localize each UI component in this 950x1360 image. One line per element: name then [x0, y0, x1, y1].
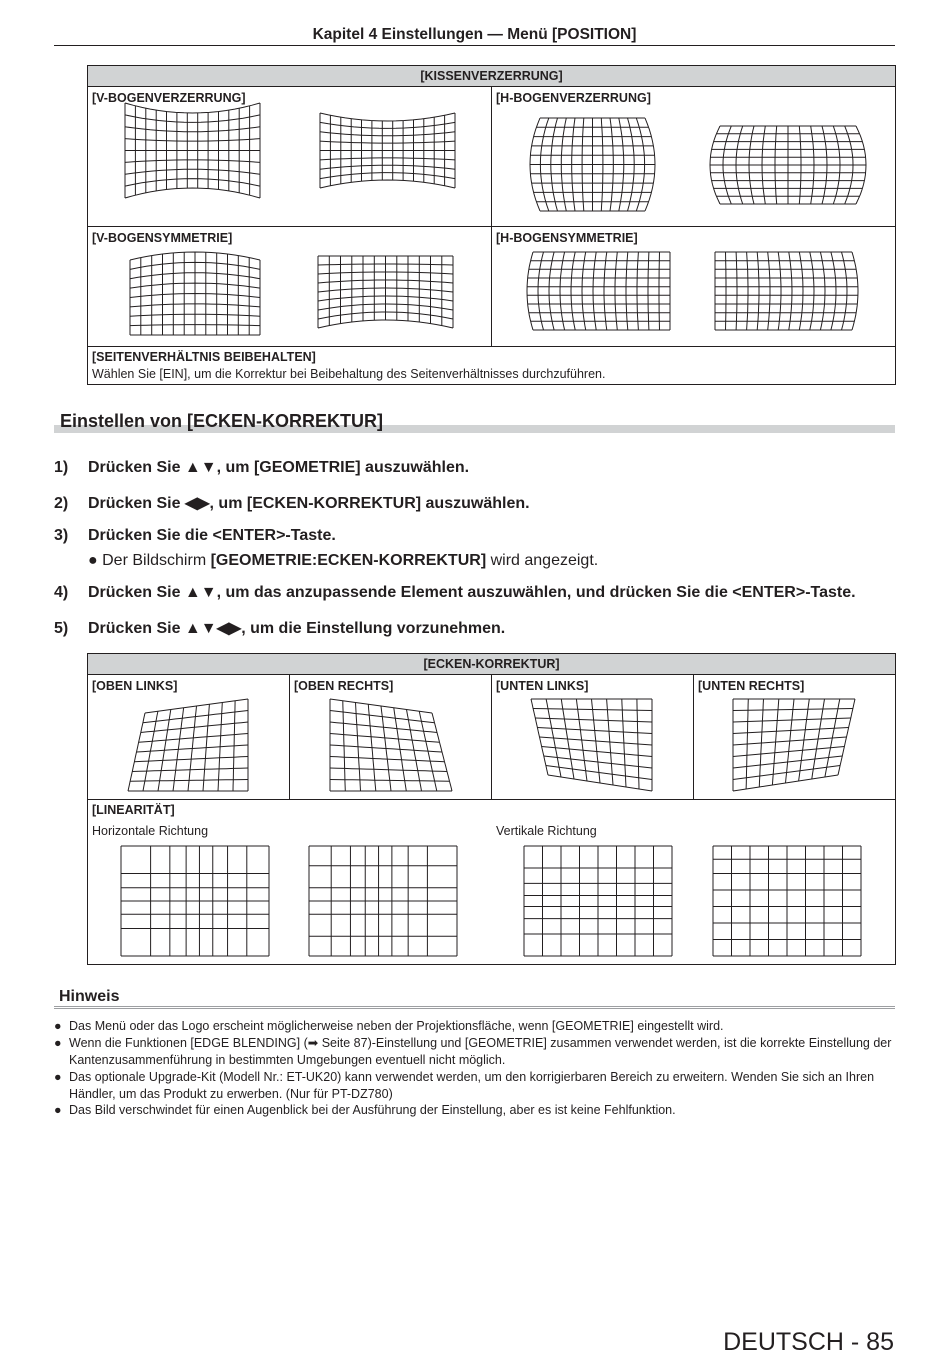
vertikal-label: Vertikale Richtung: [496, 824, 597, 838]
hinweis-rule: [54, 1006, 895, 1009]
seiten-title: [SEITENVERHÄLTNIS BEIBEHALTEN]: [92, 350, 316, 364]
ecken-table-title: [ECKEN-KORREKTUR]: [88, 654, 895, 675]
oben-links-grid: [128, 699, 248, 791]
linearitaet-label: [LINEARITÄT]: [92, 803, 175, 817]
step-4: 4) Drücken Sie ▲▼, um das anzupassende Element auszuwählen, und drücken Sie die <ENTER>-Taste.: [54, 584, 856, 601]
h-symm-label: [H-BOGENSYMMETRIE]: [496, 231, 638, 245]
h-bogen-label: [H-BOGENVERZERRUNG]: [496, 91, 651, 105]
step-1: 1) Drücken Sie ▲▼, um [GEOMETRIE] auszuwählen.: [54, 459, 470, 476]
unten-links-label: [UNTEN LINKS]: [496, 679, 589, 693]
linearitaet-v-grid-1: [524, 846, 672, 956]
hinweis-title: Hinweis: [59, 988, 120, 1005]
note-2: ● Wenn die Funktionen [EDGE BLENDING] (➡ Seite 87)-Einstellung und [GEOMETRIE] zusammen verwendet werden, ist die korrekte Einstellung der Kantenzusammenführung in bestimmten Umgebungen eventuell nicht möglich.: [54, 1036, 892, 1067]
oben-links-label: [OBEN LINKS]: [92, 679, 178, 693]
step-3-substep: ● Der Bildschirm [GEOMETRIE:ECKEN-KORREKTUR] wird angezeigt.: [88, 552, 599, 569]
linearitaet-h-grid-1: [121, 846, 269, 956]
section-title: Einstellen von [ECKEN-KORREKTUR]: [60, 411, 384, 431]
v-bogen-label: [V-BOGENVERZERRUNG]: [92, 91, 246, 105]
note-3: ● Das optionale Upgrade-Kit (Modell Nr.: ET-UK20) kann verwendet werden, um den korrigierbaren Bereich zu erweitern. Wenden Sie sich an Ihren Händler, um das Produkt zu erwerben. (Nur für PT-DZ780): [54, 1070, 875, 1101]
unten-links-grid: [531, 699, 652, 791]
step-5: 5) Drücken Sie ▲▼◀▶, um die Einstellung vorzunehmen.: [54, 620, 506, 637]
oben-rechts-grid: [330, 699, 452, 791]
note-1: ● Das Menü oder das Logo erscheint möglicherweise neben der Projektionsfläche, wenn [GEOMETRIE] eingestellt wird.: [54, 1019, 724, 1033]
v-symm-label: [V-BOGENSYMMETRIE]: [92, 231, 233, 245]
unten-rechts-label: [UNTEN RECHTS]: [698, 679, 805, 693]
step-2: 2) Drücken Sie ◀▶, um [ECKEN-KORREKTUR] auszuwählen.: [54, 495, 530, 512]
linearitaet-h-grid-2: [309, 846, 457, 956]
seiten-text: Wählen Sie [EIN], um die Korrektur bei Beibehaltung des Seitenverhältnisses durchzuführen.: [92, 367, 606, 381]
bullet: ●: [88, 552, 98, 569]
linearitaet-v-grid-2: [713, 846, 861, 956]
step-3: 3) Drücken Sie die <ENTER>-Taste.: [54, 527, 336, 544]
oben-rechts-label: [OBEN RECHTS]: [294, 679, 394, 693]
unten-rechts-grid: [733, 699, 855, 791]
horizontal-label: Horizontale Richtung: [92, 824, 209, 838]
page-footer: DEUTSCH - 85: [723, 1328, 894, 1356]
note-4: ● Das Bild verschwindet für einen Augenblick bei der Ausführung der Einstellung, aber es ist keine Fehlfunktion.: [54, 1103, 676, 1117]
chapter-header: Kapitel 4 Einstellungen — Menü [POSITION]: [312, 26, 637, 43]
kissen-table-title: [KISSENVERZERRUNG]: [88, 66, 895, 87]
